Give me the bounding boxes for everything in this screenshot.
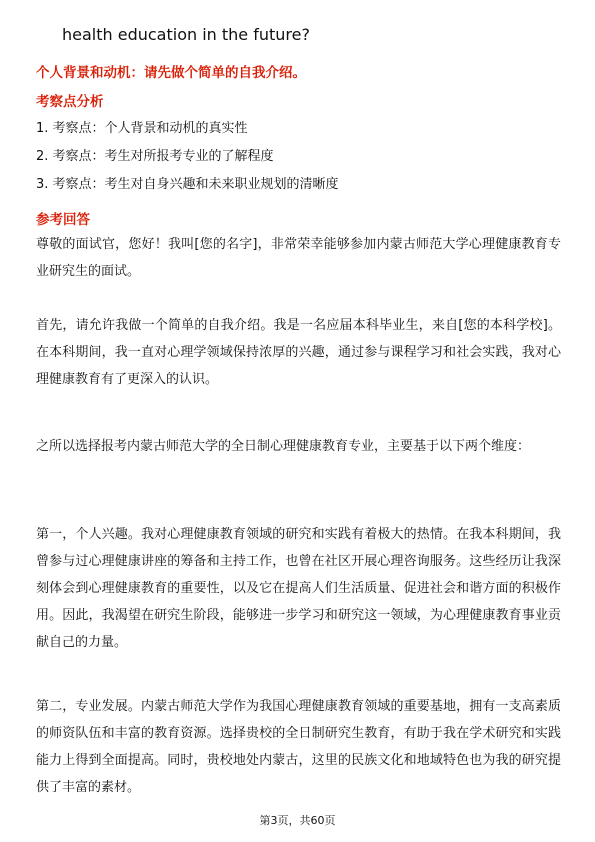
answer-paragraph-2: 首先，请允许我做一个简单的自我介绍。我是一名应届本科毕业生，来自[您的本科学校]。在本科期间，我一直对心理学领域保持浓厚的兴趣，通过参与课程学习和社会实践，我对心理健康教育有了更深入的认识。: [36, 318, 561, 387]
lead-question-text: health education in the future?: [62, 25, 310, 44]
answer-heading: 参考回答: [36, 212, 90, 228]
answer-paragraph-1: 尊敬的面试官，您好！我叫[您的名字]，非常荣幸能够参加内蒙古师范大学心理健康教育专业研究生的面试。: [36, 237, 561, 279]
analysis-item-3: 3. 考察点：考生对自身兴趣和未来职业规划的清晰度: [36, 177, 339, 192]
answer-paragraph-4: 第一，个人兴趣。我对心理健康教育领域的研究和实践有着极大的热情。在我本科期间，我曾参与过心理健康讲座的筹备和主持工作，也曾在社区开展心理咨询服务。这些经历让我深刻体会到心理健康教育的重要性，以及它在提高人们生活质量、促进社会和谐方面的积极作用。因此，我渴望在研究生阶段，能够进一步学习和研究这一领域，为心理健康教育事业贡献自己的力量。: [36, 527, 561, 650]
analysis-heading: 考察点分析: [36, 94, 104, 110]
page-number-footer: 第3页，共60页: [259, 814, 336, 827]
answer-paragraph-5: 第二，专业发展。内蒙古师范大学作为我国心理健康教育领域的重要基地，拥有一支高素质的师资队伍和丰富的教育资源。选择贵校的全日制研究生教育，有助于我在学术研究和实践能力上得到全面提高。同时，贵校地处内蒙古，这里的民族文化和地域特色也为我的研究提供了丰富的素材。: [36, 699, 561, 795]
question-title: 个人背景和动机：请先做个简单的自我介绍。: [36, 65, 306, 81]
analysis-item-2: 2. 考察点：考生对所报考专业的了解程度: [36, 149, 274, 164]
analysis-item-1: 1. 考察点：个人背景和动机的真实性: [36, 121, 248, 136]
answer-paragraph-3: 之所以选择报考内蒙古师范大学的全日制心理健康教育专业，主要基于以下两个维度：: [36, 439, 531, 454]
